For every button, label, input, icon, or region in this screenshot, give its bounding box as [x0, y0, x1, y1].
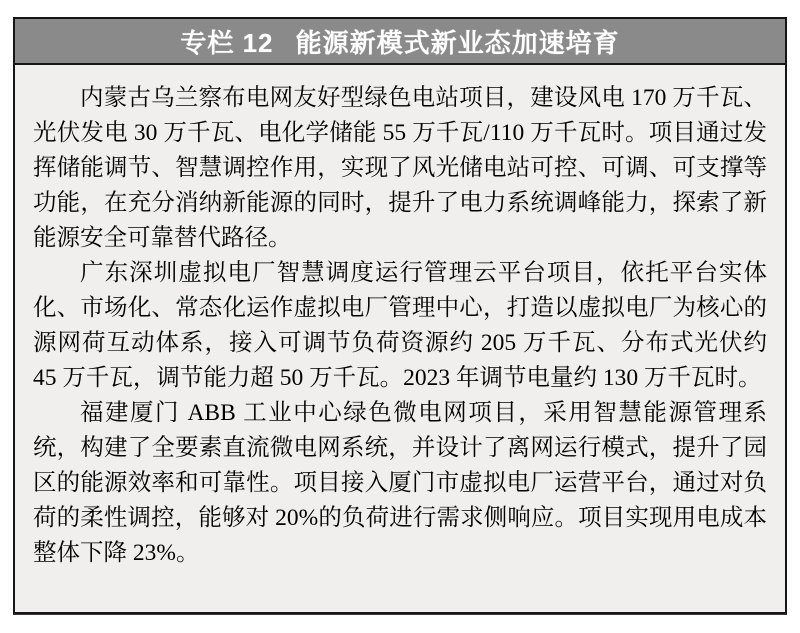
column-box-header: [15, 19, 785, 65]
column-title: 能源新模式新业态加速培育: [295, 27, 620, 58]
column-box-body: [15, 65, 785, 571]
paragraph-shenzhen-project: 广东深圳虚拟电厂智慧调度运行管理云平台项目，依托平台实体化、市场化、常态化运作虚拟电厂管理中心，打造以虚拟电厂为核心的源网荷互动体系，接入可调节负荷资源约 205 万千瓦、分布式光伏约 45 万千瓦，调节能力超 50 万千瓦。2023 年调节电量约 130 万千瓦时。: [33, 260, 767, 391]
column-callout-box: [13, 17, 787, 614]
column-number-label: 专栏 12: [180, 27, 274, 58]
paragraph-ulanqab-project: 内蒙古乌兰察布电网友好型绿色电站项目，建设风电 170 万千瓦、光伏发电 30 万千瓦、电化学储能 55 万千瓦/110 万千瓦时。项目通过发挥储能调节、智慧调控作用，实现了风光储电站可控、可调、可支撑等功能，在充分消纳新能源的同时，提升了电力系统调峰能力，探索了新能源安全可靠替代路径。: [33, 85, 767, 251]
paragraph-xiamen-project: 福建厦门 ABB 工业中心绿色微电网项目，采用智慧能源管理系统，构建了全要素直流微电网系统，并设计了离网运行模式，提升了园区的能源效率和可靠性。项目接入厦门市虚拟电厂运营平台，通过对负荷的柔性调控，能够对 20%的负荷进行需求侧响应。项目实现用电成本整体下降 23%。: [33, 400, 767, 566]
